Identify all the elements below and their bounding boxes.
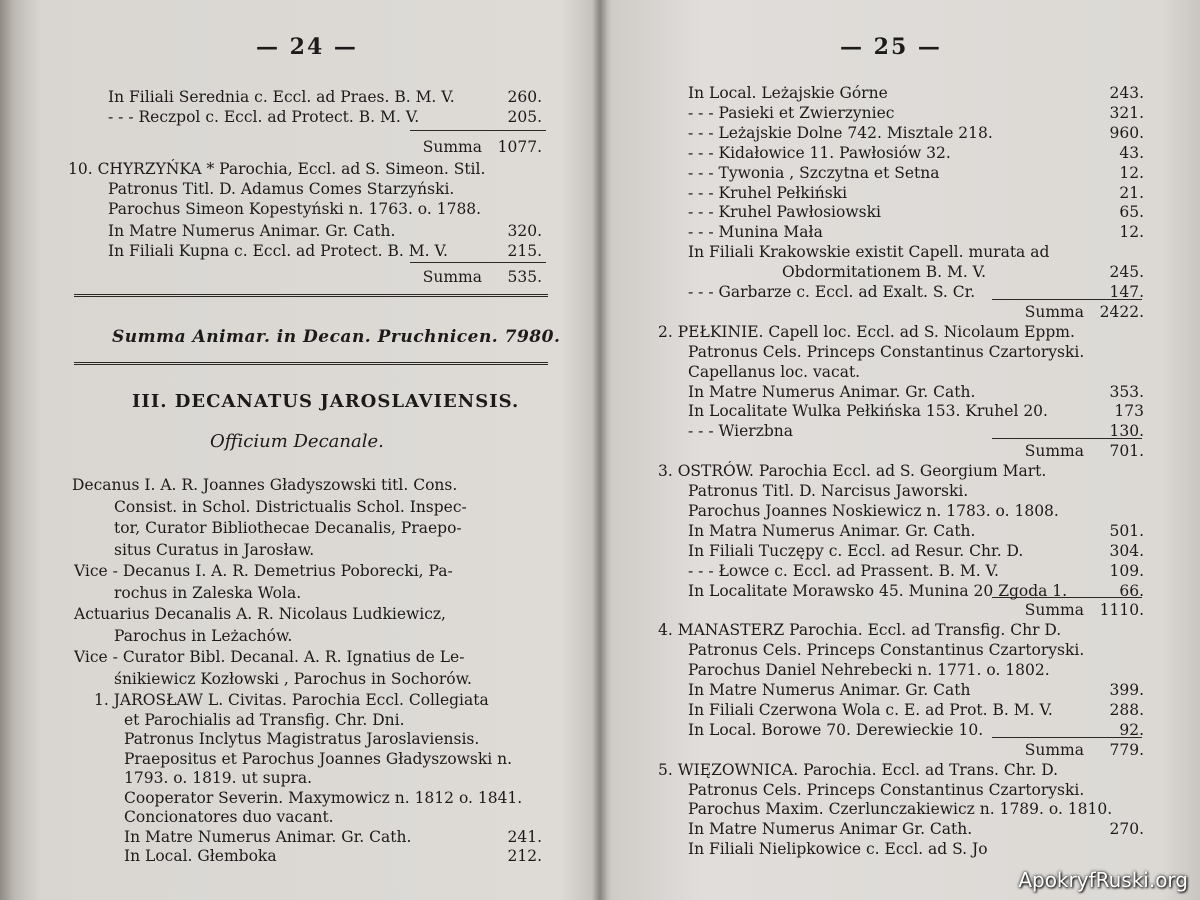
section-rule	[74, 362, 548, 365]
body-line	[124, 730, 542, 749]
line-text: Summa	[422, 138, 482, 156]
text-line	[658, 462, 1144, 481]
line-text: 3. OSTRÓW. Parochia Eccl. ad S. Georgium Mart.	[658, 462, 1047, 481]
text-line	[108, 180, 542, 199]
line-value: 21.	[1119, 183, 1144, 202]
line-text: 1793. o. 1819. ut supra.	[124, 769, 313, 787]
text-line	[688, 184, 1144, 203]
body-line	[114, 498, 542, 517]
text-line	[688, 383, 1144, 402]
text-line	[68, 160, 542, 179]
line-text: - - - Kruhel Pawłosiowski	[688, 203, 881, 222]
text-line	[658, 323, 1144, 342]
body-line	[124, 808, 542, 827]
line-value: 43.	[1119, 143, 1144, 162]
line-value: 173	[1114, 402, 1144, 421]
line-text: Vice - Curator Bibl. Decanal. A. R. Ignatius de Le-	[74, 648, 465, 666]
line-text: tor, Curator Bibliothecae Decanalis, Praepo-	[114, 519, 462, 537]
summa-rule	[410, 130, 546, 131]
line-text: Parochus Maxim. Czerlunczakiewicz n. 1789. o. 1810.	[688, 800, 1113, 819]
line-text: - - - Wierzbna	[688, 422, 794, 441]
line-text: - - - Pasieki et Zwierzyniec	[688, 103, 895, 122]
body-line	[114, 584, 542, 603]
line-value: 270.	[1109, 820, 1144, 839]
line-text: Patronus Cels. Princeps Constantinus Czartoryski.	[688, 641, 1085, 660]
line-text: Summa	[1024, 601, 1084, 620]
text-line	[782, 263, 1144, 282]
line-text: 2. PEŁKINIE. Capell loc. Eccl. ad S. Nicolaum Eppm.	[658, 322, 1075, 341]
text-line	[688, 482, 1144, 501]
line-text: In Filiali Czerwona Wola c. E. ad Prot. B. M. V.	[688, 700, 1053, 719]
line-text: 1. JAROSŁAW L. Civitas. Parochia Eccl. Collegiata	[94, 691, 489, 709]
line-text: In Matre Numerus Animar. Gr. Cath.	[108, 222, 396, 240]
summa-rule	[992, 438, 1142, 439]
text-line	[688, 164, 1144, 183]
line-value: 304.	[1109, 541, 1144, 560]
body-line	[124, 750, 542, 769]
line-text: - - - Leżajskie Dolne 742. Misztale 218.	[688, 123, 993, 142]
line-value: 241.	[507, 827, 542, 846]
line-value: 399.	[1109, 681, 1144, 699]
text-line	[108, 88, 542, 107]
text-line	[688, 402, 1144, 421]
line-text: Summa	[1024, 740, 1084, 759]
line-text: Concionatores duo vacant.	[124, 808, 334, 826]
body-line	[114, 627, 542, 646]
summa-rule	[992, 597, 1142, 598]
text-line	[688, 363, 1144, 382]
line-value: 12.	[1119, 163, 1144, 182]
line-text: Vice - Decanus I. A. R. Demetrius Poborecki, Pa-	[74, 562, 453, 580]
line-value: 1077.	[497, 138, 542, 156]
line-text: In Filiali Nielipkowice c. Eccl. ad S. Jo	[688, 840, 988, 859]
body-line	[114, 519, 542, 538]
text-line	[688, 800, 1144, 819]
line-value: 353.	[1109, 382, 1144, 401]
body-line	[94, 691, 542, 710]
line-text: Parochus Simeon Kopestyński n. 1763. o. 1788.	[108, 200, 482, 218]
line-value: 109.	[1109, 561, 1144, 580]
text-line	[108, 222, 542, 241]
text-line	[688, 522, 1144, 541]
line-text: Actuarius Decanalis A. R. Nicolaus Ludkiewicz,	[74, 605, 446, 623]
text-line	[688, 343, 1144, 362]
line-value: 779.	[1109, 740, 1144, 759]
line-text: Consist. in Schol. Districtualis Schol. Inspec-	[114, 497, 467, 516]
text-line	[688, 840, 1144, 859]
line-value: 147.	[1109, 283, 1144, 301]
line-text: Patronus Titl. D. Adamus Comes Starzyński.	[108, 180, 455, 198]
line-text: In Localitate Wulka Pełkińska 153. Kruhel 20.	[688, 402, 1048, 421]
body-line	[124, 789, 542, 808]
line-text: Obdormitationem B. M. V.	[782, 263, 987, 282]
line-value: 12.	[1119, 223, 1144, 242]
line-value: 130.	[1109, 422, 1144, 441]
line-text: - - - Garbarze c. Eccl. ad Exalt. S. Cr.	[688, 283, 976, 301]
line-value: 66.	[1119, 581, 1144, 600]
body-line	[74, 648, 542, 667]
line-value: 1110.	[1099, 601, 1144, 620]
watermark: ApokryfRuski.org	[1018, 868, 1188, 892]
text-line	[688, 820, 1144, 839]
line-text: śnikiewicz Kozłowski , Parochus in Sochorów.	[114, 669, 472, 688]
line-text: In Local. Borowe 70. Derewieckie 10.	[688, 720, 984, 739]
line-text: Summa	[422, 268, 482, 286]
text-line	[688, 124, 1144, 143]
body-line	[124, 828, 542, 847]
line-text: 4. MANASTERZ Parochia. Eccl. ad Transfig. Chr D.	[658, 621, 1062, 640]
right-page	[652, 0, 1152, 900]
text-line	[108, 242, 542, 261]
text-line	[688, 701, 1144, 720]
line-text: In Local. Leżajskie Górne	[688, 84, 888, 102]
text-line	[688, 243, 1144, 262]
line-text: situs Curatus in Jarosław.	[114, 540, 315, 559]
body-line	[124, 711, 542, 730]
line-text: 5. WIĘZOWNICA. Parochia. Eccl. ad Trans. Chr. D.	[658, 760, 1059, 779]
text-line	[688, 681, 1144, 700]
body-line	[74, 605, 542, 624]
text-line	[688, 223, 1144, 242]
body-line	[72, 476, 542, 495]
line-text: Patronus Cels. Princeps Constantinus Czartoryski.	[688, 342, 1085, 361]
line-text: Summa	[1024, 302, 1084, 321]
line-text: In Matra Numerus Animar. Gr. Cath.	[688, 521, 976, 540]
line-text: Summa	[1024, 442, 1084, 461]
text-line	[688, 84, 1144, 103]
line-text: Cooperator Severin. Maxymowicz n. 1812 o. 1841.	[124, 788, 523, 807]
line-text: - - - Reczpol c. Eccl. ad Protect. B. M. V.	[108, 108, 420, 126]
line-text: - - - Kidałowice 11. Pawłosiów 32.	[688, 143, 951, 162]
line-value: 65.	[1119, 203, 1144, 222]
line-text: Parochus Joannes Noskiewicz n. 1783. o. 1808.	[688, 501, 1059, 520]
line-value: 212.	[507, 847, 542, 865]
page-number: — 25 —	[840, 34, 942, 60]
book-spine	[592, 0, 608, 900]
line-text: Parochus Daniel Nehrebecki n. 1771. o. 1802.	[688, 661, 1050, 680]
summa-rule	[410, 262, 546, 263]
text-line	[108, 200, 542, 219]
line-text: Patronus Inclytus Magistratus Jaroslaviensis.	[124, 730, 480, 748]
line-value: 243.	[1109, 84, 1144, 102]
line-value: 535.	[507, 268, 542, 286]
section-heading: III. DECANATUS JAROSLAVIENSIS.	[132, 391, 520, 412]
line-value: 260.	[507, 88, 542, 106]
line-text: et Parochialis ad Transfig. Chr. Dni.	[124, 710, 405, 729]
section-rule	[74, 294, 548, 297]
line-text: Patronus Titl. D. Narcisus Jaworski.	[688, 482, 969, 500]
text-line	[688, 641, 1144, 660]
left-page	[60, 0, 561, 900]
text-line	[688, 542, 1144, 561]
line-text: In Matre Numerus Animar Gr. Cath.	[688, 820, 973, 839]
line-text: - - - Tywonia , Szczytna et Setna	[688, 163, 940, 182]
line-text: In Local. Głemboka	[124, 847, 277, 865]
line-text: Patronus Cels. Princeps Constantinus Czartoryski.	[688, 780, 1085, 799]
text-line	[688, 502, 1144, 521]
text-line	[688, 104, 1144, 123]
line-text: In Matre Numerus Animar. Gr. Cath.	[124, 827, 412, 846]
line-value: 321.	[1109, 103, 1144, 122]
body-line	[124, 769, 542, 788]
line-text: In Filiali Serednia c. Eccl. ad Praes. B. M. V.	[108, 88, 455, 106]
line-text: Decanus I. A. R. Joannes Gładyszowski titl. Cons.	[72, 476, 458, 494]
section-subheading: Officium Decanale.	[210, 431, 384, 452]
line-value: 245.	[1109, 263, 1144, 282]
summa-rule	[992, 299, 1142, 300]
line-value: 320.	[507, 222, 542, 240]
line-text: In Filiali Tuczępy c. Eccl. ad Resur. Chr. D.	[688, 541, 1024, 560]
line-value: 205.	[507, 108, 542, 126]
text-line	[658, 761, 1144, 780]
text-line	[688, 144, 1144, 163]
text-line	[108, 108, 542, 127]
line-text: Praepositus et Parochus Joannes Gładyszowski n.	[124, 749, 513, 768]
line-text: In Localitate Morawsko 45. Munina 20 Zgoda 1.	[688, 581, 1068, 600]
line-text: Capellanus loc. vacat.	[688, 362, 861, 381]
line-text: In Matre Numerus Animar. Gr. Cath	[688, 681, 971, 699]
text-line	[688, 781, 1144, 800]
line-text: In Filiali Kupna c. Eccl. ad Protect. B. M. V.	[108, 242, 448, 260]
text-line	[658, 621, 1144, 640]
line-text: - - - Łowce c. Eccl. ad Prassent. B. M. V.	[688, 561, 999, 580]
text-line	[688, 562, 1144, 581]
line-value: 288.	[1109, 700, 1144, 719]
line-value: 215.	[507, 242, 542, 260]
body-line	[124, 847, 542, 866]
text-line	[688, 203, 1144, 222]
line-text: In Matre Numerus Animar. Gr. Cath.	[688, 382, 976, 401]
page-number: — 24 —	[256, 34, 358, 60]
body-line	[114, 541, 542, 560]
body-line	[114, 670, 542, 689]
line-text: - - - Kruhel Pełkiński	[688, 183, 848, 202]
line-value: 701.	[1109, 442, 1144, 461]
summa-rule	[992, 737, 1142, 738]
line-text: - - - Munina Mała	[688, 223, 823, 242]
body-line	[74, 562, 542, 581]
line-value: 501.	[1109, 521, 1144, 540]
text-line	[688, 661, 1144, 680]
line-value: 960.	[1109, 123, 1144, 142]
line-value: 92.	[1119, 720, 1144, 739]
line-text: Parochus in Leżachów.	[114, 626, 293, 645]
line-text: 10. CHYRZYŃKA * Parochia, Eccl. ad S. Simeon. Stil.	[68, 160, 486, 178]
line-text: rochus in Zaleska Wola.	[114, 583, 302, 602]
line-value: 2422.	[1099, 302, 1144, 321]
decanate-summary: Summa Animar. in Decan. Pruchnicen. 7980.	[112, 327, 561, 347]
line-text: In Filiali Krakowskie existit Capell. murata ad	[688, 243, 1050, 262]
